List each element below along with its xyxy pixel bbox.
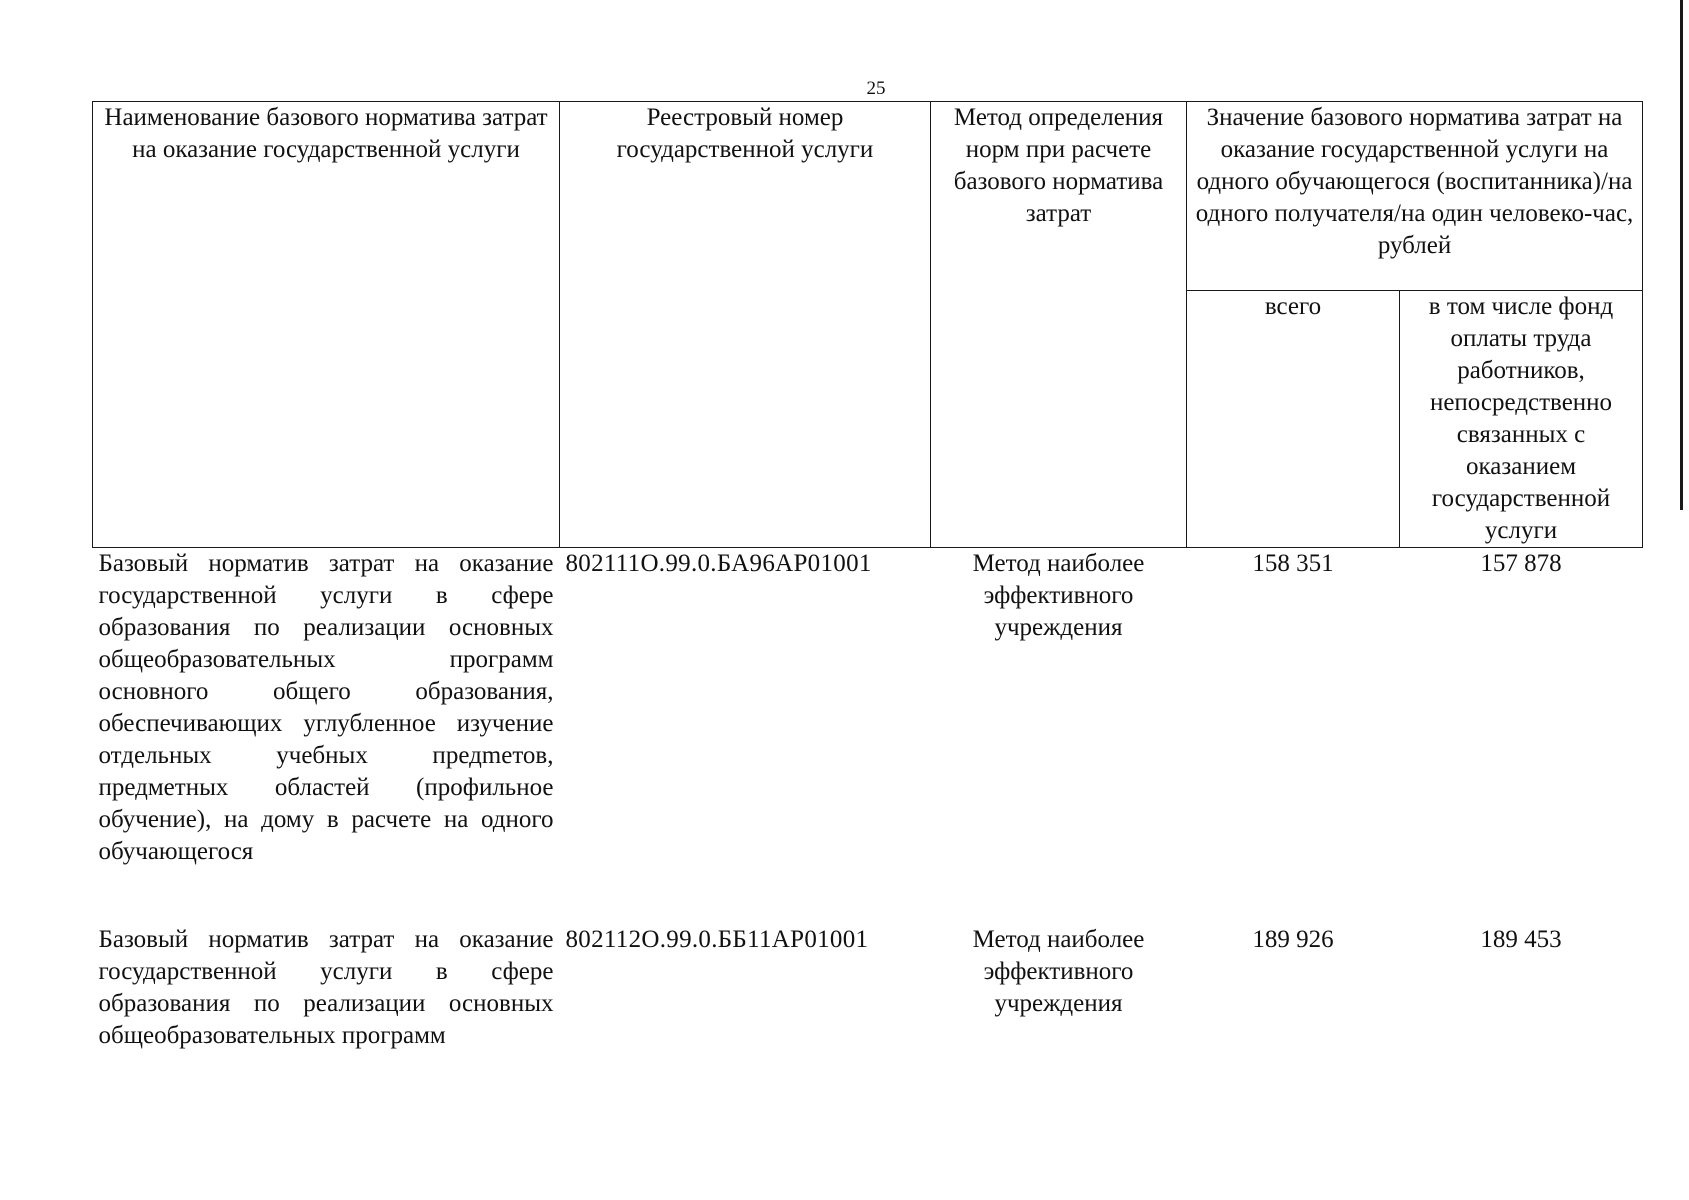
row-registry-number: 802111О.99.0.БА96АР01001 <box>565 550 872 577</box>
table-row <box>93 924 1643 1052</box>
row-wage-fund: 157 878 <box>1480 550 1562 577</box>
header-name: Наименование базового норматива затрат на оказание государственной услуги <box>93 102 560 548</box>
table-body <box>93 548 1643 1053</box>
header-method: Метод определения норм при расчете базового норматива затрат <box>931 102 1187 548</box>
page-number: 25 <box>866 78 886 99</box>
header-value: Значение базового норматива затрат на оказание государственной услуги на одного обучающегося (воспитанника)/на одного получателя/на один человеко-час, рублей <box>1187 102 1643 291</box>
row-method: Метод наиболее эффективного учреждения <box>972 926 1145 1017</box>
cost-norms-table <box>92 101 1643 1052</box>
row-wage-fund: 189 453 <box>1480 926 1562 953</box>
header-wage-fund: в том числе фонд оплаты труда работников, непосредственно связанных с оказанием государственной услуги <box>1400 291 1643 548</box>
table-header <box>93 102 1643 548</box>
row-total: 189 926 <box>1252 926 1334 953</box>
row-name: Базовый норматив затрат на оказание государственной услуги в сфере образования по реализации основных общеобразовательных программ <box>98 926 554 1049</box>
scan-edge-mark <box>1680 0 1683 510</box>
header-registry-number: Реестровый номер государственной услуги <box>560 102 931 548</box>
header-row-top <box>93 102 1643 291</box>
header-total: всего <box>1187 291 1400 548</box>
row-total: 158 351 <box>1252 550 1334 577</box>
row-registry-number: 802112О.99.0.ББ11АР01001 <box>565 926 869 953</box>
row-name: Базовый норматив затрат на оказание государственной услуги в сфере образования по реализации основных общеобразовательных программ основного общего образования, обеспечивающих углубленное изучение отдельных учебных предmетов, предметных областей (профильное обучение), на дому в расчете на одного обучающегося <box>98 550 554 865</box>
table-row <box>93 548 1643 925</box>
row-method: Метод наиболее эффективного учреждения <box>972 550 1145 641</box>
